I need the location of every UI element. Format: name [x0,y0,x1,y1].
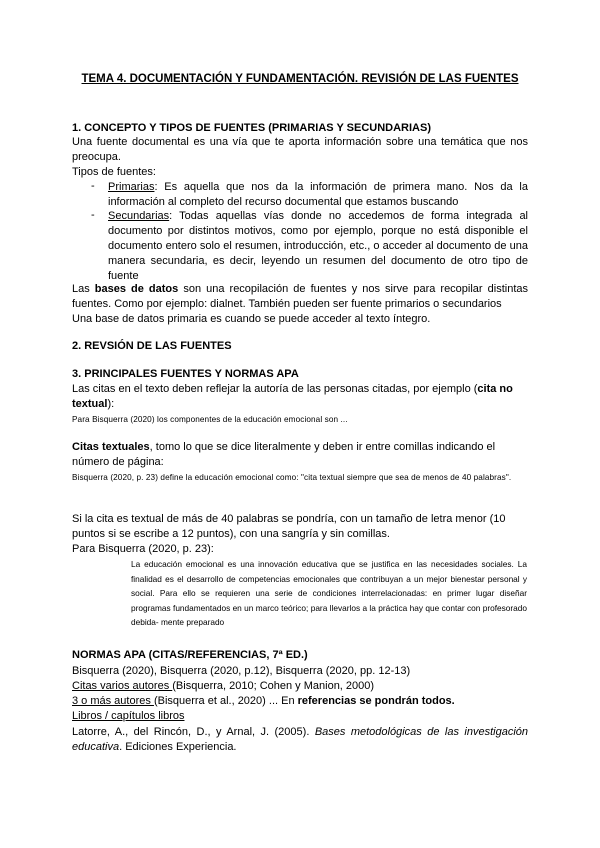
tres-label: 3 o más autores [72,695,154,707]
primaria-line: Una base de datos primaria es cuando se puede acceder al texto íntegro. [72,313,431,325]
textuales-text: , tomo lo que se dice literalmente y deben ir entre comillas indicando el número de página: [72,441,496,468]
block-quote: La educación emocional es una innovación educativa que se justifica en las necesidades sociales. La finalidad es el desarrollo de competencias emocionales que contribuyan a un mejor bienestar personal y social. Para ello se requieren una serie de condiciones interrelacionadas: en primer lugar diseñar programas fundamentados en un marco teórico; para llevarlos a la práctica hay que contar con profesorado debida- mente preparado [131,559,527,628]
tres-text: (Bisquerra et al., 2020) ... En [153,695,298,707]
section-1-intro: Una fuente documental es una vía que te aporta información sobre una temática que nos preocupa. [72,136,528,163]
apa-libros [72,709,528,724]
primarias-term: Primarias [108,181,155,193]
apa-varios [72,679,528,694]
secundarias-term: Secundarias [108,210,170,222]
secundarias-item [108,209,528,284]
ref-italic: Bases metodológicas de las investigación educativa [72,726,528,753]
citas-pre: Las citas en el texto deben reflejar la autoría de las personas citadas, por ejemplo ( [72,383,478,395]
apa-tres [72,694,528,709]
secundarias-text: : Todas aquellas vías donde no accedemos de forma integrada al documento por distintos motivos, como por ejemplo, porque no está disponible el documento entero solo el resumen, introducción, etc., o acceder al documento de una manera secundaria, es decir, leyendo un resumen del documento de otro tipo de fuente [108,210,528,282]
bases-pre: Las [72,283,95,295]
bases-bold: bases de datos [94,283,179,295]
ref-pre: Latorre, A., del Rincón, D., y Arnal, J. (2005). [72,726,315,738]
bases-paragraph [72,282,528,312]
varios-text: (Bisquerra, 2010; Cohen y Manion, 2000) [172,680,375,692]
primarias-text: : Es aquella que nos da la información de primera mano. Nos da la información al completo del recurso documental que estamos buscando [108,181,528,208]
bases-post: son una recopilación de fuentes y nos sirve para recopilar distintas fuentes. Como por ejemplo: dialnet. También pueden ser fuente primarios o secundarios [72,283,528,310]
apa-reference [72,725,528,755]
bullet-dash: - [91,209,95,221]
section-1-heading: 1. CONCEPTO Y TIPOS DE FUENTES (PRIMARIAS Y SECUNDARIAS) [72,122,431,134]
textuales-bold: Citas textuales [72,441,150,453]
tres-bold: referencias se pondrán todos. [297,695,455,707]
textuales-paragraph [72,440,528,470]
primarias-item [108,180,528,210]
varios-label: Citas varios autores [72,680,173,692]
types-label: Tipos de fuentes: [72,166,156,178]
section-3-heading: 3. PRINCIPALES FUENTES Y NORMAS APA [72,368,299,380]
long-quote-rule: Si la cita es textual de más de 40 palabras se pondría, con un tamaño de letra menor (10 puntos si se escribe a 12 puntos), con una sangría y sin comillas. [72,513,506,540]
page-title: TEMA 4. DOCUMENTACIÓN Y FUNDAMENTACIÓN. REVISIÓN DE LAS FUENTES [81,73,519,85]
section-2-heading: 2. REVSIÓN DE LAS FUENTES [72,340,232,352]
apa-line-1: Bisquerra (2020), Bisquerra (2020, p.12), Bisquerra (2020, pp. 12-13) [72,665,411,677]
ref-post: . Ediciones Experiencia. [119,741,237,753]
libros-label: Libros / capítulos libros [72,710,185,722]
citas-post: ): [107,398,115,410]
citas-bold: cita no textual [72,383,513,410]
example-1: Para Bisquerra (2020) los componentes de la educación emocional son ... [72,415,348,424]
apa-heading: NORMAS APA (CITAS/REFERENCIAS, 7ª ED.) [72,649,308,661]
bullet-dash: - [91,180,95,192]
example-2: Bisquerra (2020, p. 23) define la educación emocional como: "cita textual siempre que sea de menos de 40 palabras". [72,473,512,482]
para-line: Para Bisquerra (2020, p. 23): [72,543,214,555]
citas-paragraph [72,382,528,412]
